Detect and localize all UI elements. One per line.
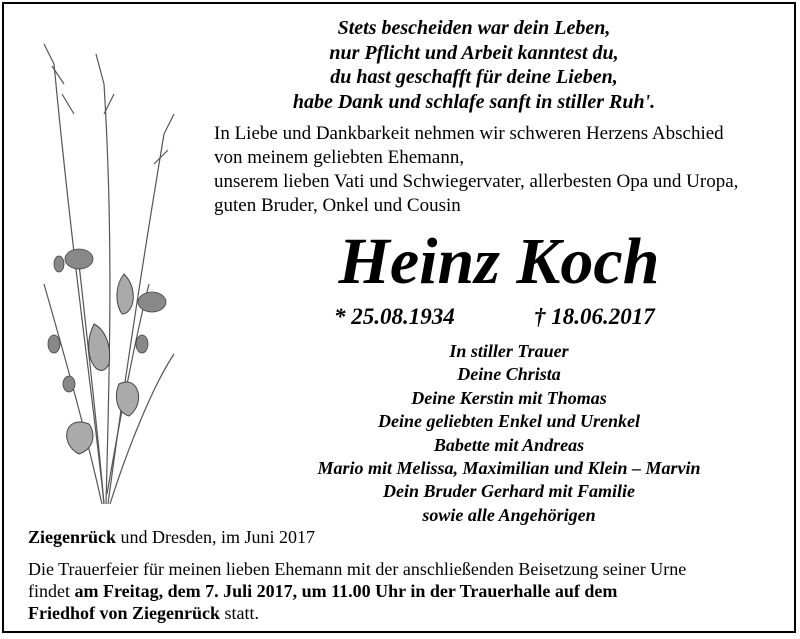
- mourner-line: Deine Kerstin mit Thomas: [411, 387, 607, 408]
- deceased-name: Heinz Koch: [338, 225, 660, 298]
- mourner-line: Mario mit Melissa, Maximilian und Klein – Marvin: [317, 458, 701, 479]
- poem: [244, 16, 704, 114]
- mourner-line: Deine Christa: [457, 364, 561, 385]
- mourner-line: Deine geliebten Enkel und Urenkel: [378, 411, 640, 432]
- intro-text: [214, 122, 794, 218]
- mourners-list: [244, 340, 774, 527]
- mourner-line: Dein Bruder Gerhard mit Familie: [382, 481, 636, 502]
- poem-line: Stets bescheiden war dein Leben,: [337, 17, 611, 39]
- birth-date: * 25.08.1934: [334, 304, 455, 329]
- funeral-line: Die Trauerfeier für meinen lieben Ehemann mit der anschließenden Beisetzung seiner Urne: [28, 559, 687, 579]
- funeral-text: findet: [28, 581, 75, 601]
- funeral-line: [28, 602, 788, 624]
- mourner-line: In stiller Trauer: [449, 341, 569, 361]
- intro-line: In Liebe und Dankbarkeit nehmen wir schweren Herzens Abschied: [214, 123, 724, 144]
- funeral-line: [28, 580, 788, 602]
- funeral-notice: [28, 558, 788, 624]
- funeral-text: statt.: [220, 603, 259, 623]
- cemetery-name: Friedhof von Ziegenrück: [28, 603, 220, 623]
- mourner-line: Babette mit Andreas: [433, 434, 585, 455]
- intro-line: unserem lieben Vati und Schwiegervater, allerbesten Opa und Uropa,: [214, 171, 739, 192]
- poem-line: habe Dank und schlafe sanft in stiller Ruh'.: [292, 90, 656, 113]
- obituary-card: [2, 2, 796, 633]
- funeral-date-location: am Freitag, dem 7. Juli 2017, um 11.00 Uhr in der Trauerhalle auf dem: [74, 581, 618, 601]
- poem-line: nur Pflicht und Arbeit kanntest du,: [329, 41, 619, 64]
- intro-line: guten Bruder, Onkel und Cousin: [214, 195, 461, 216]
- death-date: † 18.06.2017: [534, 304, 655, 329]
- town-name: Ziegenrück: [28, 527, 116, 547]
- poem-line: du hast geschafft für deine Lieben,: [330, 66, 618, 88]
- place-and-date: [28, 526, 315, 548]
- intro-line: von meinem geliebten Ehemann,: [214, 147, 465, 168]
- mourner-line: sowie alle Angehörigen: [422, 504, 596, 525]
- flower-illustration: [34, 24, 184, 524]
- place-rest: und Dresden, im Juni 2017: [116, 527, 315, 547]
